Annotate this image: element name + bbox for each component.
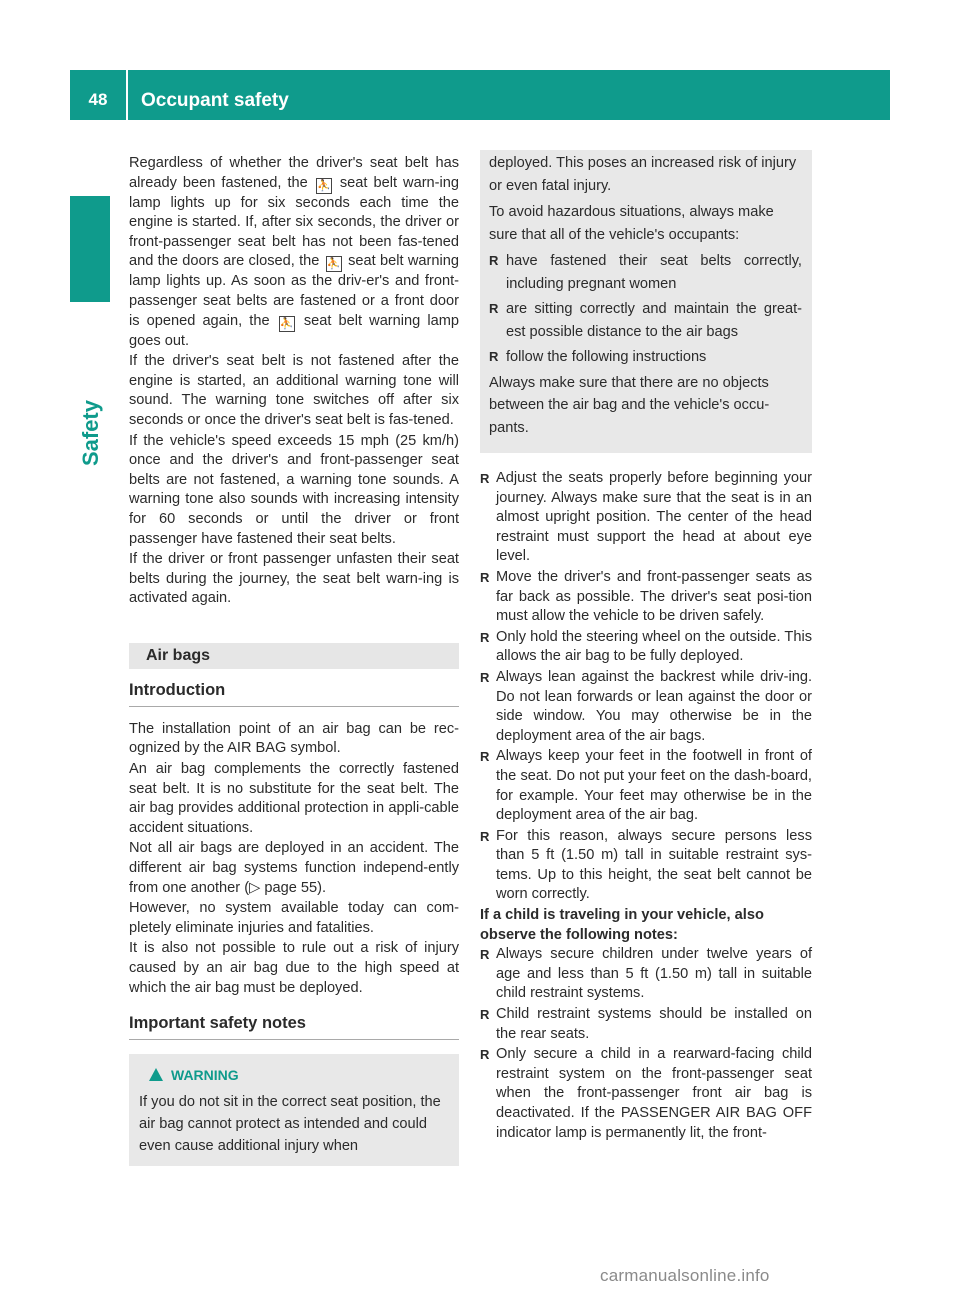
seatbelt-warning-icon: ⛹ xyxy=(326,258,341,271)
subheading-introduction: Introduction xyxy=(129,679,459,707)
child-bullet-list xyxy=(480,945,812,1143)
list-item: R Move the driver's and front-passenger seats as far back as possible. The driver's seat posi-tion must allow the vehicle to be driven safely. xyxy=(480,568,812,625)
list-item: R have fastened their seat belts correctly, including pregnant women xyxy=(489,250,802,295)
intro-paragraph: Not all air bags are deployed in an accident. The different air bag systems function independ-ently from one another (▷ page 55). xyxy=(129,840,459,896)
seatbelt-warning-paragraph: Regardless of whether the driver's seat belt has already been fastened, the ⛹ seat belt warn-ing lamp lights up for six seconds each time the engine is started. If, after six seconds, the driver or front-passenger seat belt has not been fas-tened and the doors are closed, the ⛹ seat belt warning lamp lights up. As soon as the driv-er's and front-passenger seat belts are fastened or a front door is opened again, the ⛹ seat belt warning lamp goes out. xyxy=(129,155,460,349)
bullet-icon: R xyxy=(480,1047,490,1063)
bullet-icon: R xyxy=(480,947,490,963)
warning-bullet-list xyxy=(489,250,802,369)
bullet-icon: R xyxy=(480,749,490,765)
seatbelt-warning-icon: ⛹ xyxy=(279,317,294,330)
side-color-block xyxy=(70,196,110,302)
list-item: R Child restraint systems should be installed on the rear seats. xyxy=(480,1006,812,1042)
list-item: R Always secure children under twelve years of age and less than 5 ft (1.50 m) tall in suitable child restraint systems. xyxy=(480,946,812,1002)
warning-text: To avoid hazardous situations, always make sure that all of the vehicle's occupants: xyxy=(489,204,774,243)
list-item: R Always lean against the backrest while driv-ing. Do not lean forwards or lean against the door or side window. You may otherwise be in the deployment area of the air bags. xyxy=(480,668,812,744)
list-item: R Adjust the seats properly before beginning your journey. Always make sure that the seat is in an almost upright position. The center of the head restraint must support the head at about eye level. xyxy=(480,470,812,565)
warning-title: WARNING xyxy=(139,1064,449,1086)
right-column xyxy=(480,154,812,1144)
warning-triangle-icon xyxy=(149,1068,163,1081)
bullet-icon: R xyxy=(489,349,499,364)
side-tab-label: Safety xyxy=(78,400,103,467)
page-reference-arrow-icon: ▷ xyxy=(249,879,261,896)
page-reference-link[interactable]: page 55). xyxy=(260,879,327,896)
list-item: R For this reason, always secure persons less than 5 ft (1.50 m) tall in suitable restraint sys-tems. Up to this height, the seat belt cannot be worn correctly. xyxy=(480,827,812,903)
warning-box-continued xyxy=(480,150,812,453)
bullet-icon: R xyxy=(480,629,490,645)
intro-paragraph: However, no system available today can com-pletely eliminate injuries and fatalities. xyxy=(129,900,459,936)
bullet-icon: R xyxy=(480,669,490,685)
bullet-icon: R xyxy=(489,301,499,316)
warning-box xyxy=(129,1054,459,1166)
subheading-important-safety-notes: Important safety notes xyxy=(129,1012,459,1040)
unfasten-paragraph: If the driver or front passenger unfasten their seat belts during the journey, the seat belt warn-ing is activated again. xyxy=(129,551,459,607)
warning-text: Always make sure that there are no objects between the air bag and the vehicle's occu-pants. xyxy=(489,374,770,436)
list-item: R are sitting correctly and maintain the great-est possible distance to the air bags xyxy=(489,298,802,343)
warning-text: deployed. This poses an increased risk of injury or even fatal injury. xyxy=(489,155,797,194)
bullet-icon: R xyxy=(489,253,499,268)
bullet-icon: R xyxy=(480,471,490,486)
watermark: carmanualsonline.info xyxy=(600,1266,770,1285)
safety-bullet-list xyxy=(480,469,812,905)
seatbelt-warning-icon: ⛹ xyxy=(316,179,331,192)
bullet-icon: R xyxy=(480,828,490,844)
page-title: Occupant safety xyxy=(141,90,289,111)
warning-text: If you do not sit in the correct seat position, the air bag cannot protect as intended and could even cause additional injury when xyxy=(139,1094,441,1155)
bullet-icon: R xyxy=(480,1007,490,1023)
child-notes-heading: If a child is traveling in your vehicle, also observe the following notes: xyxy=(480,907,764,943)
intro-paragraph: The installation point of an air bag can be rec-ognized by the AIR BAG symbol. xyxy=(129,720,459,757)
left-column xyxy=(129,154,459,1166)
warning-tone-paragraph: If the driver's seat belt is not fastened after the engine is started, an additional warning tone will sound. The warning tone switches off after six seconds or once the driver's seat belt is fas-tened. xyxy=(129,353,459,428)
page-number: 48 xyxy=(88,90,108,109)
header-divider xyxy=(126,70,128,120)
speed-warning-paragraph: If the vehicle's speed exceeds 15 mph (25 km/h) once and the driver's and front-passenger seat belts are not fastened, a warning tone sounds. A warning tone also sounds with increasing intensity for 60 seconds or until the driver or front passenger have fastened their seat belts. xyxy=(129,432,459,547)
section-heading-air-bags: Air bags xyxy=(129,643,459,669)
list-item: R follow the following instructions xyxy=(489,346,802,369)
intro-paragraph: An air bag complements the correctly fastened seat belt. It is no substitute for the seat belt. The air bag provides additional protection in appli-cable accident situations. xyxy=(129,761,459,836)
intro-paragraph: It is also not possible to rule out a risk of injury caused by an air bag due to the high speed at which the air bag must be deployed. xyxy=(129,940,459,996)
list-item: R Only secure a child in a rearward-facing child restraint system on the front-passenger seat when the front-passenger front air bag is deactivated. If the PASSENGER AIR BAG OFF indicator lamp is permanently lit, the front- xyxy=(480,1046,812,1141)
list-item: R Only hold the steering wheel on the outside. This allows the air bag to be fully deployed. xyxy=(480,628,812,665)
list-item: R Always keep your feet in the footwell in front of the seat. Do not put your feet on the dash-board, for example. Your feet may otherwise be in the deployment area of the air bag. xyxy=(480,748,812,824)
bullet-icon: R xyxy=(480,569,490,585)
